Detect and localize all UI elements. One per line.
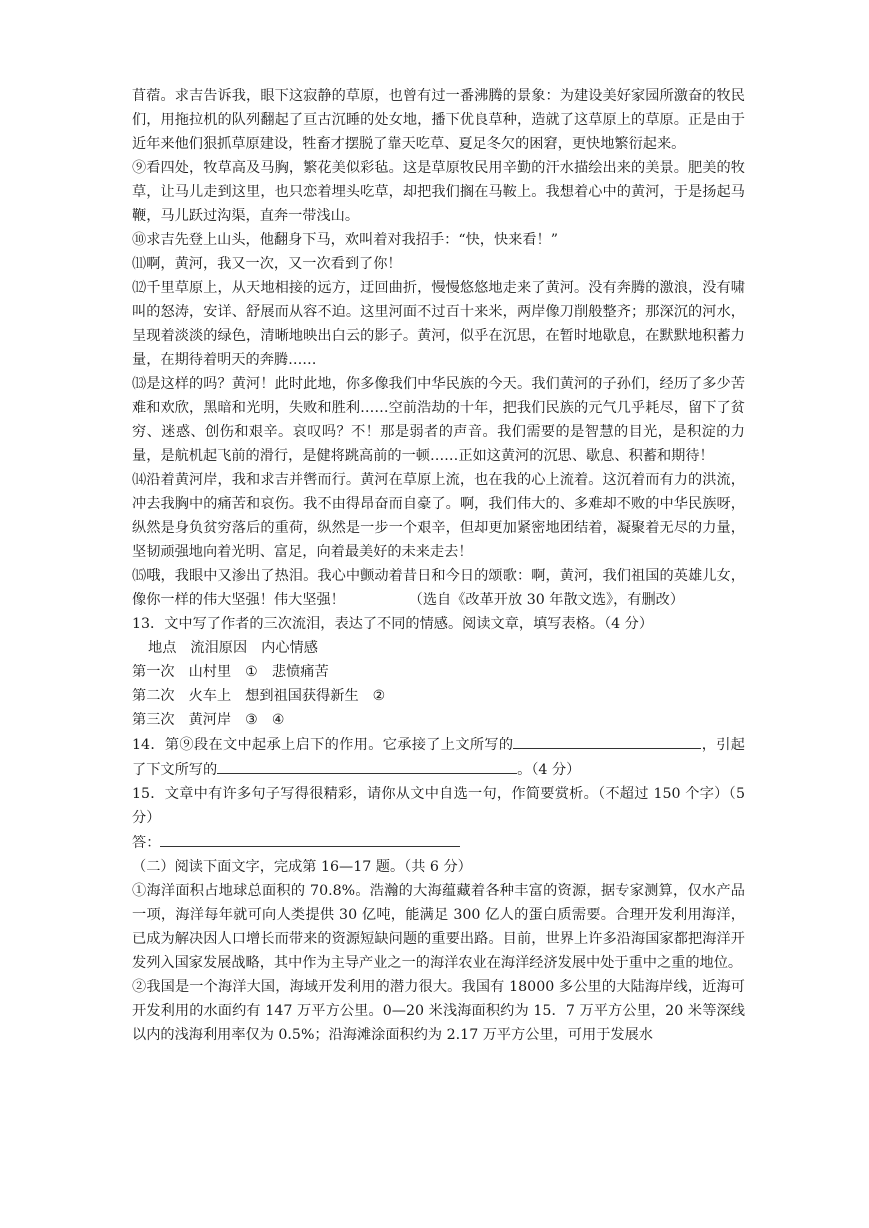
q14-text-a: 14．第⑨段在文中起承上启下的作用。它承接了上文所写的: [132, 737, 514, 753]
question-15: 15．文章中有许多句子写得很精彩，请你从文中自选一句，作简要赏析。（不超过 150 个字）（5 分）: [132, 786, 745, 826]
q14-text-c: 。（4 分）: [517, 762, 581, 778]
table-cell: 想到祖国获得新生: [245, 688, 359, 704]
paragraph-15: [132, 564, 745, 612]
table-header-cell: 流泪原因: [190, 640, 248, 656]
paragraph-14: ⒁沿着黄河岸，我和求吉并辔而行。黄河在草原上流，也在我的心上流着。这沉着而有力的洪流，冲去我胸中的痛苦和哀伤。我不由得昂奋而自豪了。啊，我们伟大的、多难却不败的中华民族呀，纵然是身负贫穷落后的重荷，纵然是一步一个艰辛，但却更加紧密地团结着，凝聚着无尽的力量，坚韧顽强地向着光明、富足，向着最美好的未来走去！: [132, 472, 745, 560]
table-cell: ④: [271, 712, 285, 728]
table-cell: 火车上: [188, 688, 232, 704]
table-cell: 第二次: [132, 688, 175, 704]
paragraph-13: ⒀是这样的吗？黄河！此时此地，你多像我们中华民族的今天。我们黄河的子孙们，经历了多少苦难和欢欣，黑暗和光明，失败和胜利……空前浩劫的十年，把我们民族的元气几乎耗尽，留下了贫穷、迷惑、创伤和艰辛。哀叹吗？不！那是弱者的声音。我们需要的是智慧的目光，是积淀的力量，是航机起飞前的滑行，是健将跳高前的一顿……正如这黄河的沉思、歇息、积蓄和期待！: [132, 376, 745, 464]
table-cell: ①: [245, 664, 258, 680]
table-row: [132, 708, 745, 732]
table-header-cell: 内心情感: [261, 640, 318, 656]
table-cell: ③: [245, 712, 258, 728]
answer-blank-2[interactable]: [217, 757, 517, 774]
paragraph-11: ⑾啊，黄河，我又一次，又一次看到了你！: [132, 256, 402, 272]
table-cell: 第一次: [132, 664, 175, 680]
table-row: [132, 660, 745, 684]
answer-blank-3[interactable]: [160, 830, 460, 847]
paragraph-10: ⑩求吉先登上山头，他翻身下马，欢叫着对我招手：“快，快来看！”: [132, 232, 558, 248]
paragraph-12: ⑿千里草原上，从天地相接的远方，迂回曲折，慢慢悠悠地走来了黄河。没有奔腾的激浪，没有啸叫的怒涛，安详、舒展而从容不迫。这里河面不过百十来米，两岸像刀削般整齐；那深沉的河水，呈现着淡淡的绿色，清晰地映出白云的影子。黄河，似乎在沉思，在暂时地歇息，在默默地积蓄力量，在期待着明天的奔腾……: [132, 280, 745, 368]
table-cell: 第三次: [132, 712, 175, 728]
question-14: [132, 732, 745, 782]
answer-label: 答：: [132, 835, 161, 851]
table-cell: 山村里: [188, 664, 232, 680]
paragraph-9: ⑨看四处，牧草高及马胸，繁花美似彩毡。这是草原牧民用辛勤的汗水描绘出来的美景。肥美的牧草，让马儿走到这里，也只恋着埋头吃草，却把我们搁在马鞍上。我想着心中的黄河，于是扬起马鞭，马儿跃过沟渠，直奔一带浅山。: [132, 160, 745, 224]
section-2-paragraph-1: ①海洋面积占地球总面积的 70.8%。浩瀚的大海蕴藏着各种丰富的资源，据专家测算，仅水产品一项，海洋每年就可向人类提供 30 亿吨，能满足 300 亿人的蛋白质需要。合理开发利用海洋，已成为解决因人口增长而带来的资源短缺问题的重要出路。目前，世界上许多沿海国家都把海洋开发列入国家发展战略，其中作为主导产业之一的海洋农业在海洋经济发展中处于重中之重的地位。: [132, 883, 745, 971]
source-note: （选自《改革开放 30 年散文选》，有删改）: [415, 592, 685, 608]
section-2-paragraph-2: ②我国是一个海洋大国，海域开发利用的潜力很大。我国有 18000 多公里的大陆海岸线，近海可开发利用的水面约有 147 万平方公里。0—20 米浅海面积约为 15．7 万平方公里，20 米等深线以内的浅海利用率仅为 0.5%；沿海滩涂面积约为 2.17 万平方公里，可用于发展水: [132, 979, 745, 1043]
answer-line: [132, 830, 745, 855]
table-header-cell: 地点: [148, 640, 177, 656]
q14-text-b: ，引起了下文所写的: [132, 737, 745, 778]
paragraph-15-text: ⒂哦，我眼中又渗出了热泪。我心中颤动着昔日和今日的颂歌：啊，黄河，我们祖国的英雄儿女，像你一样的伟大坚强！伟大坚强！: [132, 568, 745, 608]
table-cell: 黄河岸: [188, 712, 232, 728]
table-header-row: [132, 636, 745, 660]
table-row: [132, 684, 745, 708]
table-cell: 悲愤痛苦: [271, 664, 329, 680]
question-13: 13．文中写了作者的三次流泪，表达了不同的情感。阅读文章，填写表格。（4 分）: [132, 616, 654, 632]
section-2-heading: （二）阅读下面文字，完成第 16—17 题。（共 6 分）: [132, 859, 472, 875]
answer-blank-1[interactable]: [513, 732, 701, 749]
table-cell: ②: [372, 688, 386, 704]
paragraph-intro: 苜蓿。求吉告诉我，眼下这寂静的草原，也曾有过一番沸腾的景象：为建设美好家园所激奋的牧民们，用拖拉机的队列翻起了亘古沉睡的处女地，播下优良草种，造就了这草原上的草原。正是由于近年来他们狠抓草原建设，牲畜才摆脱了靠天吃草、夏足冬欠的困窘，更快地繁衍起来。: [132, 88, 745, 152]
